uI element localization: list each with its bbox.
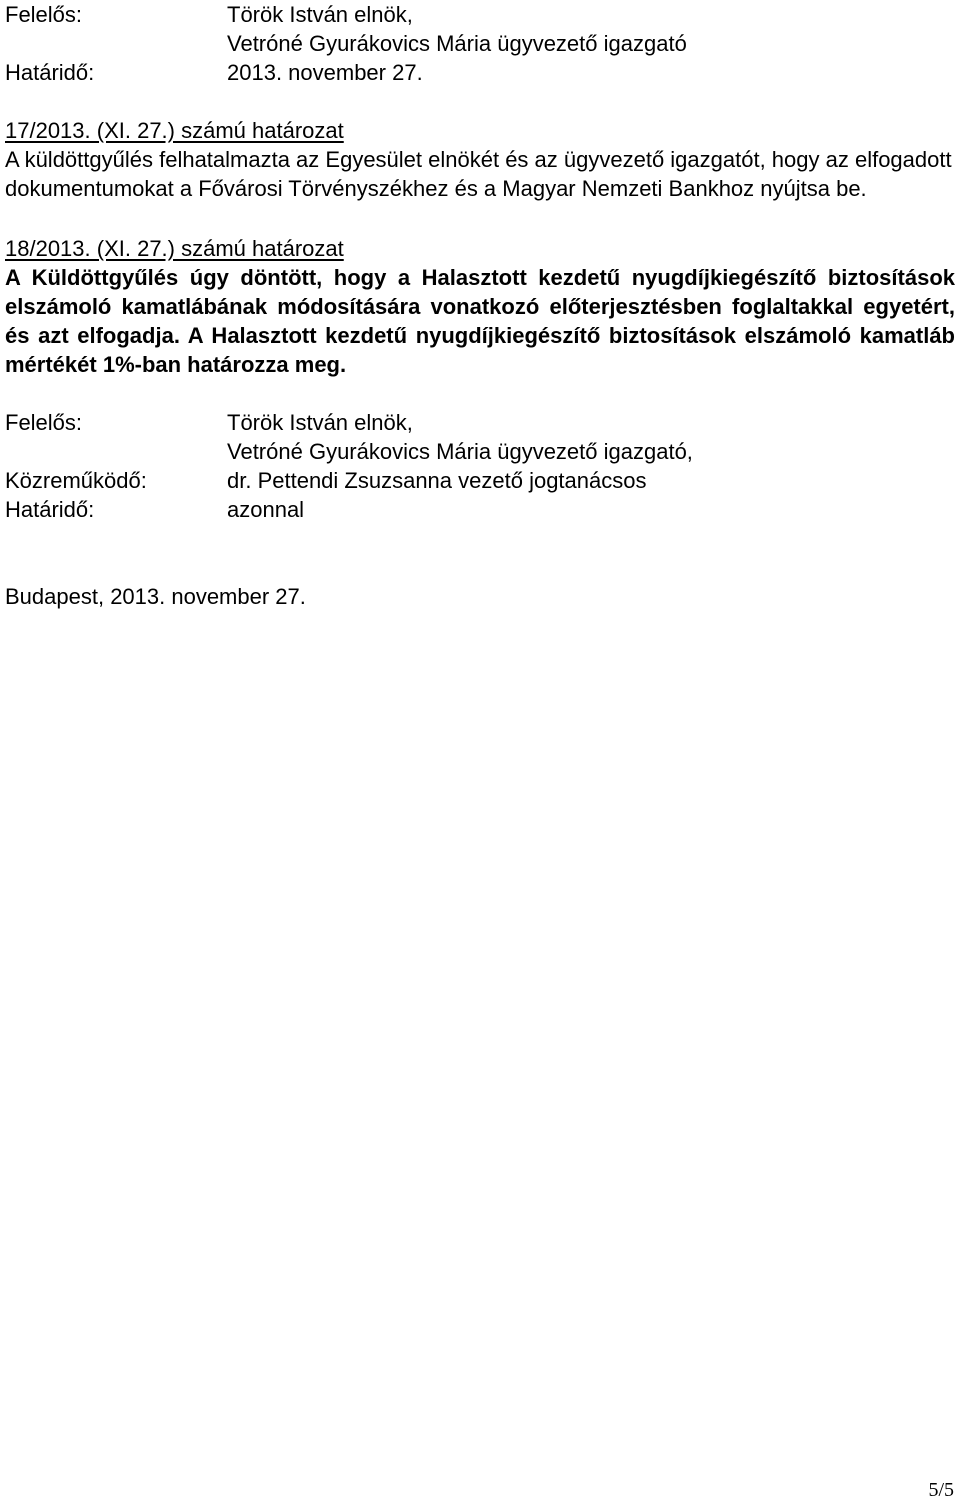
top-responsible-line2: Vetróné Gyurákovics Mária ügyvezető igazgató [227, 31, 687, 56]
top-deadline-label: Határidő: [5, 60, 95, 85]
top-meta-block [5, 0, 955, 87]
bottom-responsible-line2: Vetróné Gyurákovics Mária ügyvezető igazgató, [227, 439, 693, 464]
bottom-contributor-label: Közreműködő: [5, 468, 147, 493]
page-number: 5/5 [928, 1479, 954, 1501]
resolution-17-text: A küldöttgyűlés felhatalmazta az Egyesület elnökét és az ügyvezető igazgatót, hogy az elfogadott dokumentumokat a Fővárosi Törvényszékhez és a Magyar Nemzeti Bankhoz nyújtsa be. [5, 147, 952, 201]
spacer [5, 87, 955, 116]
bottom-deadline-label: Határidő: [5, 497, 95, 522]
top-deadline-row [5, 58, 955, 87]
top-responsible-row-2 [5, 29, 955, 58]
bottom-meta-block [5, 408, 955, 524]
resolution-18-heading: 18/2013. (XI. 27.) számú határozat [5, 236, 344, 261]
bottom-deadline-value: azonnal [227, 497, 305, 522]
bottom-contributor-value: dr. Pettendi Zsuzsanna vezető jogtanácsos [227, 468, 647, 493]
resolution-18 [5, 234, 955, 379]
bottom-contributor-row [5, 466, 955, 495]
bottom-responsible-line1: Török István elnök, [227, 410, 413, 435]
document-page [5, 0, 955, 611]
top-responsible-line1: Török István elnök, [227, 2, 413, 27]
spacer [5, 379, 955, 408]
spacer [5, 203, 955, 234]
bottom-responsible-label: Felelős: [5, 410, 83, 435]
top-responsible-label: Felelős: [5, 2, 83, 27]
closing-place-date: Budapest, 2013. november 27. [5, 584, 306, 609]
bottom-deadline-row [5, 495, 955, 524]
bottom-responsible-row [5, 408, 955, 437]
spacer [5, 524, 955, 582]
resolution-18-text: A Küldöttgyűlés úgy döntött, hogy a Halasztott kezdetű nyugdíjkiegészítő biztosítások elszámoló kamatlábának módosítására vonatkozó előterjesztésben foglaltakkal egyetért, és azt elfogadja. A Halasztott kezdetű nyugdíjkiegészítő biztosítások elszámoló kamatláb mértékét 1%-ban határozza meg. [5, 265, 955, 377]
top-responsible-row [5, 0, 955, 29]
bottom-responsible-row-2 [5, 437, 955, 466]
bottom-responsible-spacer [5, 437, 227, 466]
top-deadline-value: 2013. november 27. [227, 60, 423, 85]
resolution-17 [5, 116, 955, 203]
top-responsible-spacer [5, 29, 227, 58]
resolution-17-heading: 17/2013. (XI. 27.) számú határozat [5, 118, 344, 143]
